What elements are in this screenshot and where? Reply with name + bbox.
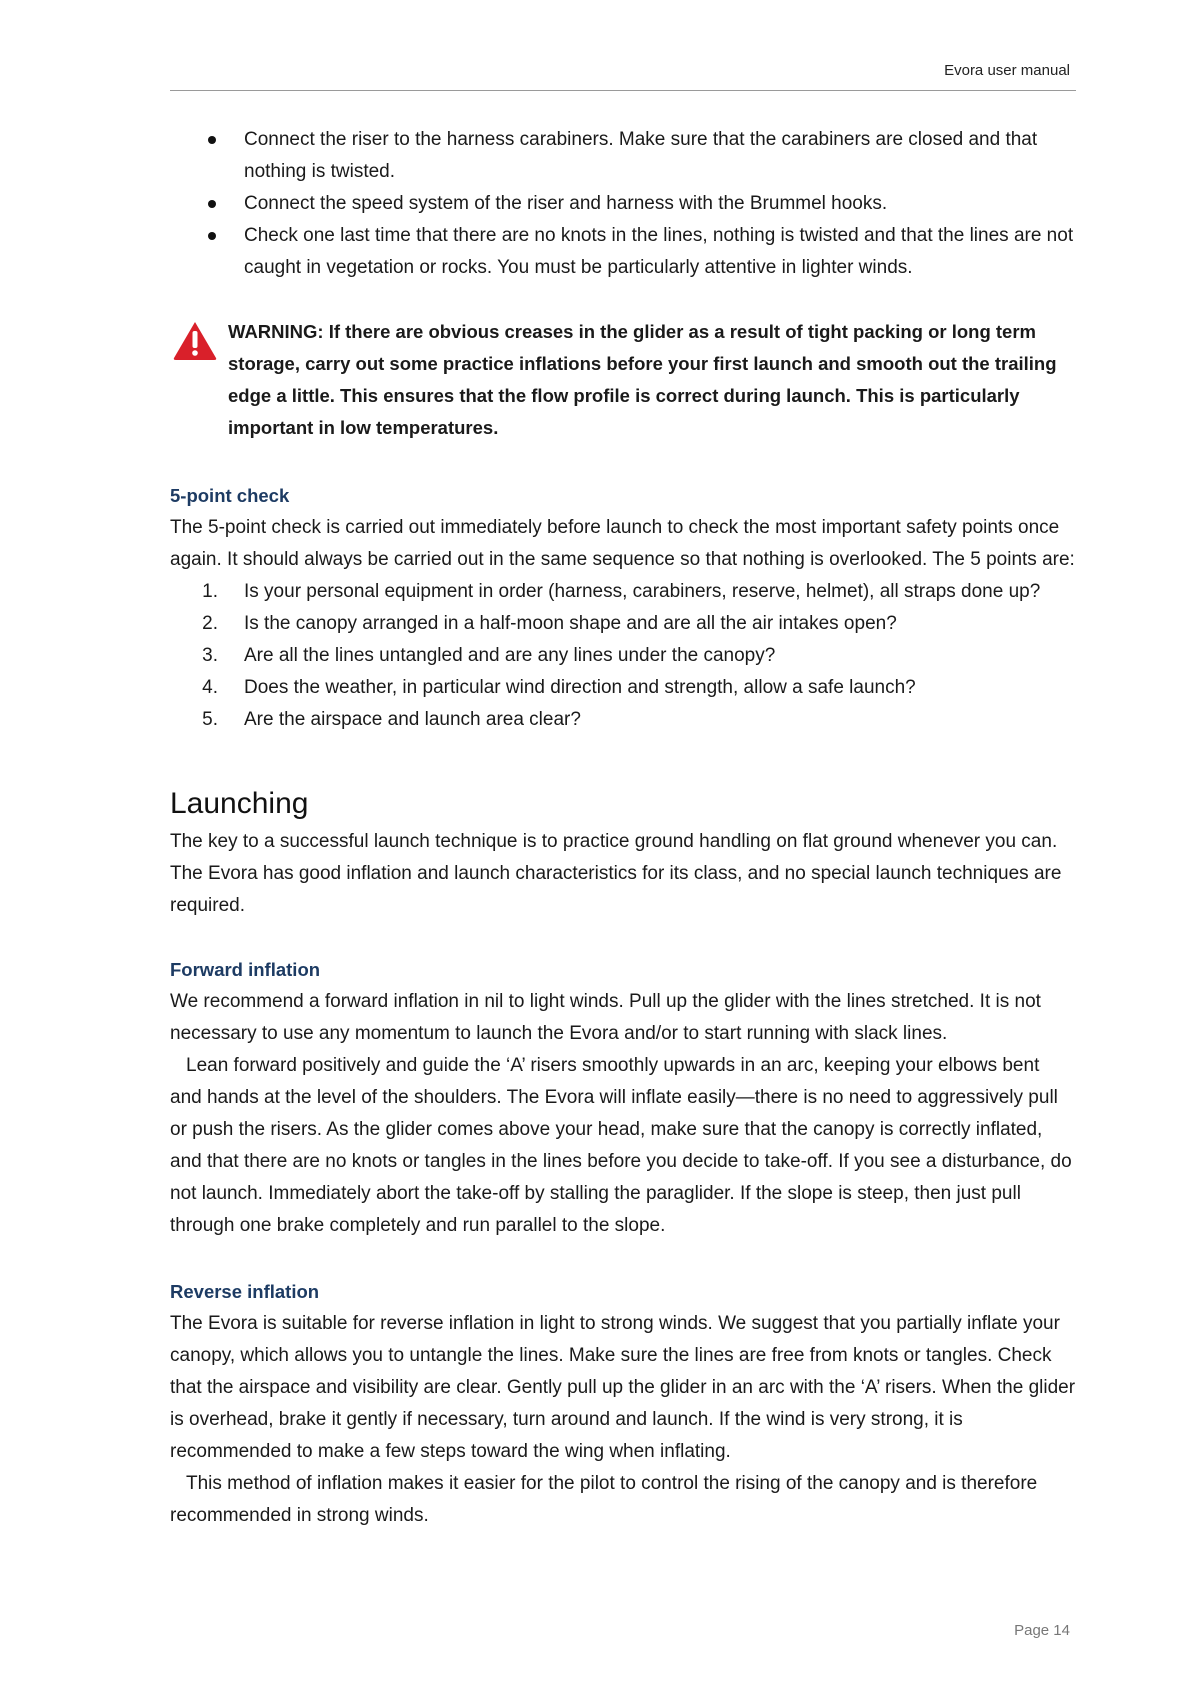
five-point-intro: The 5-point check is carried out immediately before launch to check the most important safety points once again. It should always be carried out in the same sequence so that nothing is overlooked. The 5 points are: xyxy=(170,517,1075,570)
warning-triangle-icon xyxy=(172,320,218,362)
bullet-icon xyxy=(208,136,216,144)
list-item: 3. Are all the lines untangled and are any lines under the canopy? xyxy=(202,645,776,666)
list-item: Connect the riser to the harness carabiners. Make sure that the carabiners are closed and that nothing is twisted. xyxy=(170,124,1076,188)
reverse-paragraph-2: This method of inflation makes it easier for the pilot to control the rising of the canopy and is therefore recommended in strong winds. xyxy=(170,1473,1038,1526)
bullet-list xyxy=(170,124,1076,284)
reverse-paragraph-1: The Evora is suitable for reverse inflation in light to strong winds. We suggest that you partially inflate your canopy, which allows you to untangle the lines. Make sure the lines are free from knots or tangles. Check that the airspace and visibility are clear. Gently pull up the glider in an arc with the ‘A’ risers. When the glider is overhead, brake it gently if necessary, turn around and launch. If the wind is very strong, it is recommended to make a few steps toward the wing when inflating. xyxy=(170,1313,1076,1462)
bullet-icon xyxy=(208,232,216,240)
forward-paragraph-2: Lean forward positively and guide the ‘A’ risers smoothly upwards in an arc, keeping your elbows bent and hands at the level of the shoulders. The Evora will inflate easily—there is no need to aggressively pull or push the risers. As the glider comes above your head, make sure that the canopy is correctly inflated, and that there are no knots or tangles in the lines before you decide to take-off. If you see a disturbance, do not launch. Immediately abort the take-off by stalling the paraglider. If the slope is steep, then just pull through one brake completely and run parallel to the slope. xyxy=(170,1055,1072,1236)
list-item: 5. Are the airspace and launch area clear? xyxy=(202,709,581,730)
list-item: Connect the speed system of the riser and harness with the Brummel hooks. xyxy=(170,188,1076,220)
launching-intro: The key to a successful launch technique is to practice ground handling on flat ground whenever you can. The Evora has good inflation and launch characteristics for its class, and no special launch techniques are required. xyxy=(170,831,1062,916)
forward-inflation-heading: Forward inflation xyxy=(170,959,321,980)
list-item: 2. Is the canopy arranged in a half-moon shape and are all the air intakes open? xyxy=(202,613,897,634)
five-point-list xyxy=(170,576,1076,736)
launching-title: Launching xyxy=(170,787,309,820)
header-rule xyxy=(170,90,1076,91)
page-content xyxy=(170,124,1076,1532)
list-item: 4. Does the weather, in particular wind direction and strength, allow a safe launch? xyxy=(202,677,916,698)
forward-paragraph-1: We recommend a forward inflation in nil to light winds. Pull up the glider with the lines stretched. It is not necessary to use any momentum to launch the Evora and/or to start running with slack lines. xyxy=(170,991,1041,1044)
five-point-check-heading: 5-point check xyxy=(170,485,290,506)
list-item: Check one last time that there are no knots in the lines, nothing is twisted and that the lines are not caught in vegetation or rocks. You must be particularly attentive in lighter winds. xyxy=(170,220,1076,284)
running-header: Evora user manual xyxy=(944,62,1070,79)
warning-callout xyxy=(170,316,1076,444)
warning-text: WARNING: If there are obvious creases in the glider as a result of tight packing or long term storage, carry out some practice inflations before your first launch and smooth out the trailing edge a little. This ensures that the flow profile is correct during launch. This is particularly important in low temperatures. xyxy=(228,321,1057,438)
page-number: Page 14 xyxy=(1014,1622,1070,1639)
list-item: 1. Is your personal equipment in order (harness, carabiners, reserve, helmet), all straps done up? xyxy=(202,581,1041,602)
reverse-inflation-heading: Reverse inflation xyxy=(170,1281,320,1302)
bullet-icon xyxy=(208,200,216,208)
